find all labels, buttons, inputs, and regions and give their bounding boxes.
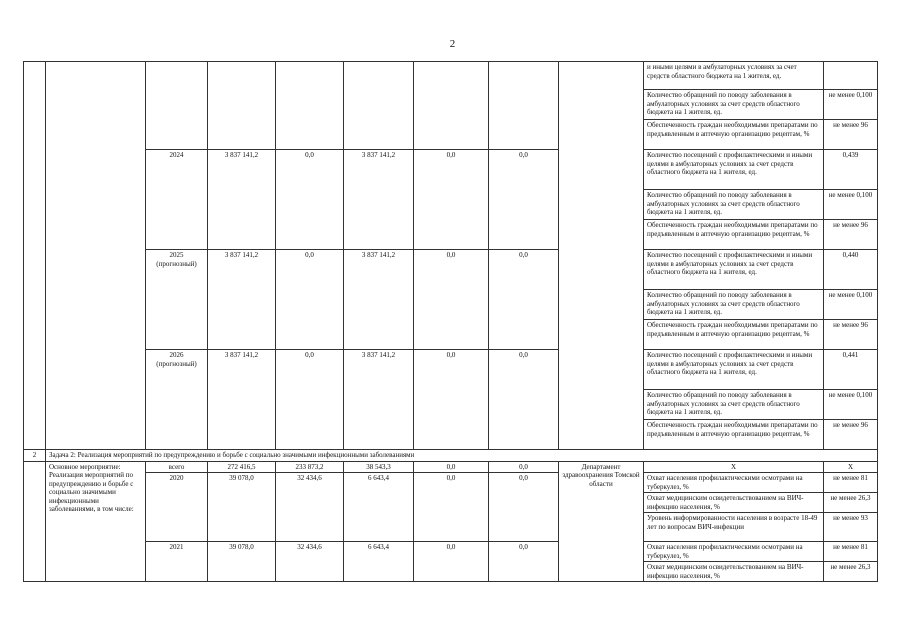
local-cell: 0,0	[414, 461, 489, 473]
total-cell: 3 837 141,2	[208, 250, 276, 350]
indicator-name: Обеспеченность граждан необходимыми препаратами по предъявленным в аптечную организацию рецептам, %	[644, 120, 824, 150]
event-cell	[46, 62, 146, 450]
total-cell: 3 837 141,2	[208, 350, 276, 450]
row-number-cell	[24, 62, 46, 450]
federal-cell: 32 434,6	[276, 473, 344, 542]
other-cell	[489, 62, 559, 150]
indicator-value: не менее 0,100	[824, 90, 878, 120]
federal-cell: 0,0	[276, 250, 344, 350]
table-row	[24, 473, 878, 493]
task-row	[24, 450, 878, 462]
year-cell: 2020	[146, 473, 208, 542]
indicator-value: не менее 96	[824, 220, 878, 250]
local-cell: 0,0	[414, 150, 489, 250]
federal-cell	[276, 62, 344, 150]
indicator-name: Количество посещений с профилактическими и иными целями в амбулаторных условиях за счет средств областного бюджета на 1 жителя, ед.	[644, 250, 824, 290]
table-row	[24, 542, 878, 562]
indicator-value: не менее 0,100	[824, 290, 878, 320]
table-row	[24, 461, 878, 473]
regional-cell: 38 543,3	[344, 461, 414, 473]
year-cell	[146, 62, 208, 150]
indicator-name: Количество обращений по поводу заболевания в амбулаторных условиях за счет средств областного бюджета на 1 жителя, ед.	[644, 190, 824, 220]
page-number: 2	[449, 38, 456, 50]
table-row	[24, 62, 878, 90]
other-cell: 0,0	[489, 461, 559, 473]
indicator-value: не менее 96	[824, 320, 878, 350]
indicator-name: Охват населения профилактическими осмотрами на туберкулез, %	[644, 542, 824, 562]
responsible-cell: Департамент здравоохранения Томской области	[559, 461, 644, 582]
table-row	[24, 350, 878, 390]
indicator-name: Охват медицинским освидетельствованием на ВИЧ-инфекцию населения, %	[644, 562, 824, 582]
year-cell: 2024	[146, 150, 208, 250]
indicator-value: не менее 0,100	[824, 390, 878, 420]
local-cell	[414, 62, 489, 150]
total-cell: 3 837 141,2	[208, 150, 276, 250]
local-cell: 0,0	[414, 473, 489, 542]
other-cell: 0,0	[489, 350, 559, 450]
total-cell: 272 416,5	[208, 461, 276, 473]
total-cell: 39 078,0	[208, 473, 276, 542]
indicator-value: не менее 96	[824, 420, 878, 450]
year-cell: 2025 (прогнозный)	[146, 250, 208, 350]
indicator-value: Х	[824, 461, 878, 473]
federal-cell: 233 873,2	[276, 461, 344, 473]
indicator-value: не менее 81	[824, 473, 878, 493]
table-row	[24, 250, 878, 290]
indicator-name: и иными целями в амбулаторных условиях за счет средств областного бюджета на 1 жителя, ед.	[644, 62, 824, 90]
indicator-name: Количество обращений по поводу заболевания в амбулаторных условиях за счет средств областного бюджета на 1 жителя, ед.	[644, 390, 824, 420]
indicator-name: Охват населения профилактическими осмотрами на туберкулез, %	[644, 473, 824, 493]
other-cell: 0,0	[489, 250, 559, 350]
year-cell: 2021	[146, 542, 208, 582]
task-number: 2	[24, 450, 46, 462]
indicator-value: 0,441	[824, 350, 878, 390]
other-cell: 0,0	[489, 150, 559, 250]
indicator-value: 0,440	[824, 250, 878, 290]
indicator-name: Охват медицинским освидетельствованием на ВИЧ-инфекцию населения, %	[644, 493, 824, 513]
indicator-name: Уровень информированности населения в возрасте 18-49 лет по вопросам ВИЧ-инфекции	[644, 513, 824, 542]
row-number-cell	[24, 461, 46, 582]
indicator-value: не менее 93	[824, 513, 878, 542]
federal-cell: 0,0	[276, 350, 344, 450]
regional-cell	[344, 62, 414, 150]
federal-cell: 32 434,6	[276, 542, 344, 582]
other-cell: 0,0	[489, 473, 559, 542]
indicator-value: не менее 81	[824, 542, 878, 562]
responsible-cell	[559, 62, 644, 450]
indicator-value: не менее 96	[824, 120, 878, 150]
indicator-name: Обеспеченность граждан необходимыми препаратами по предъявленным в аптечную организацию рецептам, %	[644, 320, 824, 350]
indicator-name: Количество обращений по поводу заболевания в амбулаторных условиях за счет средств областного бюджета на 1 жителя, ед.	[644, 290, 824, 320]
regional-cell: 3 837 141,2	[344, 350, 414, 450]
indicator-name: Х	[644, 461, 824, 473]
indicator-name: Количество посещений с профилактическими и иными целями в амбулаторных условиях за счет средств областного бюджета на 1 жителя, ед.	[644, 150, 824, 190]
indicator-name: Обеспеченность граждан необходимыми препаратами по предъявленным в аптечную организацию рецептам, %	[644, 220, 824, 250]
indicator-value	[824, 62, 878, 90]
regional-cell: 6 643,4	[344, 473, 414, 542]
indicator-name: Количество обращений по поводу заболевания в амбулаторных условиях за счет средств областного бюджета на 1 жителя, ед.	[644, 90, 824, 120]
indicator-value: не менее 0,100	[824, 190, 878, 220]
local-cell: 0,0	[414, 542, 489, 582]
year-cell: 2026 (прогнозный)	[146, 350, 208, 450]
table-row	[24, 150, 878, 190]
local-cell: 0,0	[414, 350, 489, 450]
regional-cell: 6 643,4	[344, 542, 414, 582]
year-cell: всего	[146, 461, 208, 473]
main-event-cell: Основное мероприятие: Реализация мероприятий по предупреждению и борьбе с социально значимыми инфекционными заболеваниями, в том числе:	[46, 461, 146, 582]
total-cell	[208, 62, 276, 150]
indicator-name: Количество посещений с профилактическими и иными целями в амбулаторных условиях за счет средств областного бюджета на 1 жителя, ед.	[644, 350, 824, 390]
regional-cell: 3 837 141,2	[344, 250, 414, 350]
federal-cell: 0,0	[276, 150, 344, 250]
local-cell: 0,0	[414, 250, 489, 350]
indicator-value: 0,439	[824, 150, 878, 190]
indicator-value: не менее 26,3	[824, 562, 878, 582]
indicator-name: Обеспеченность граждан необходимыми препаратами по предъявленным в аптечную организацию рецептам, %	[644, 420, 824, 450]
total-cell: 39 078,0	[208, 542, 276, 582]
indicator-value: не менее 26,3	[824, 493, 878, 513]
regional-cell: 3 837 141,2	[344, 150, 414, 250]
task-title: Задача 2: Реализация мероприятий по предупреждению и борьбе с социально значимыми инфекционными заболеваниями	[46, 450, 878, 462]
program-table	[23, 61, 878, 582]
other-cell: 0,0	[489, 542, 559, 582]
